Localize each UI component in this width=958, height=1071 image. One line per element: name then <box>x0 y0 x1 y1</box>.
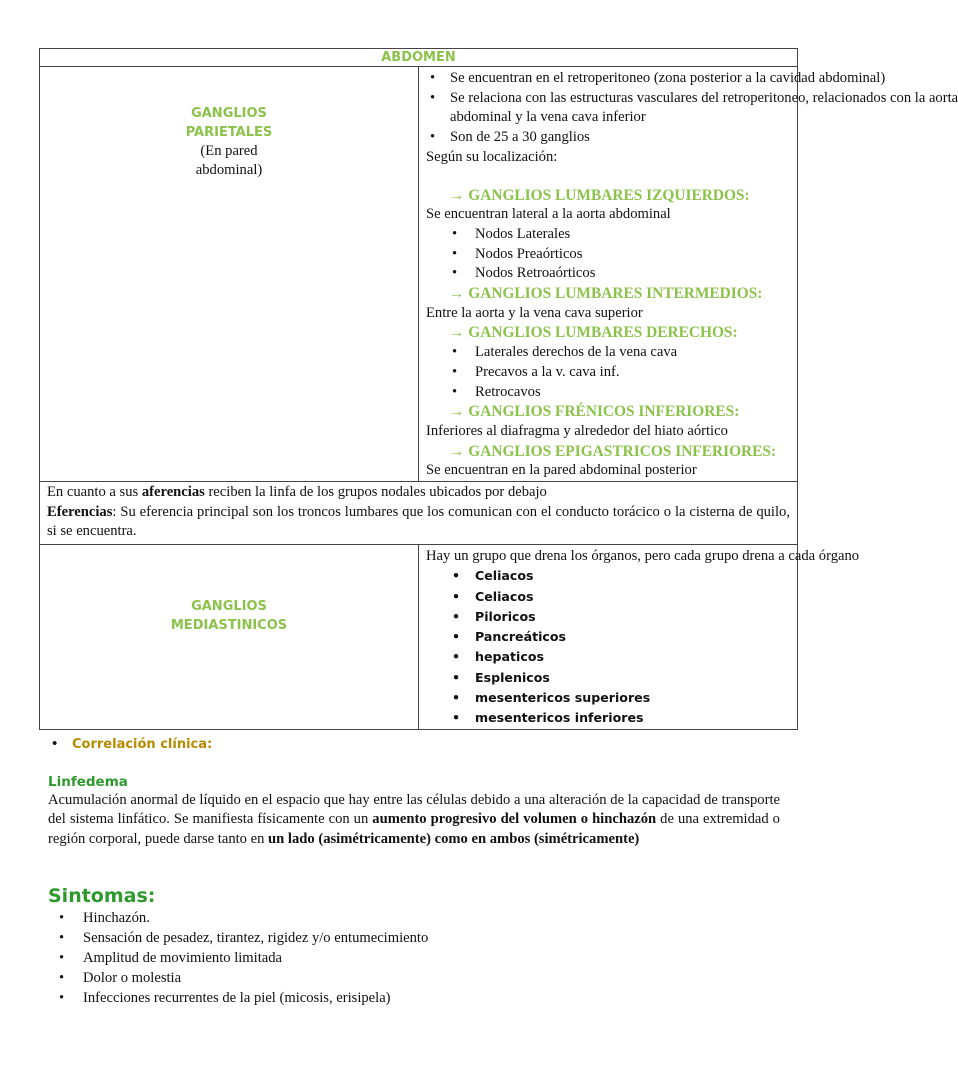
aferencias-rest: reciben la linfa de los grupos nodales ubicados por debajo <box>204 484 547 501</box>
list-item-continuation: abdominal y la vena cava inferior <box>450 109 646 126</box>
mediastinicos-label-cell <box>40 544 419 729</box>
list-item: • Son de 25 a 30 ganglios <box>426 128 797 148</box>
eferencias-line <box>47 503 790 542</box>
lumbares-izquierdos-text: Se encuentran lateral a la aorta abdominal <box>426 206 671 223</box>
correlacion-heading-row <box>48 737 780 752</box>
list-item: • Pancreáticos <box>426 627 797 647</box>
aferencias-prefix: En cuanto a sus <box>47 484 142 501</box>
list-item: • Infecciones recurrentes de la piel (micosis, erisipela) <box>48 988 780 1008</box>
parietales-content-cell <box>419 67 958 482</box>
list-item: • mesentericos superiores <box>426 688 797 708</box>
mediastinicos-title-2: MEDIASTINICOS <box>170 617 288 633</box>
mediastinicos-intro: Hay un grupo que drena los órganos, pero cada grupo drena a cada órgano <box>426 547 860 564</box>
list-item: • Laterales derechos de la vena cava <box>426 343 797 363</box>
linfedema-section <box>48 773 780 849</box>
heading-lumbares-intermedios: → GANGLIOS LUMBARES INTERMEDIOS: <box>449 285 763 303</box>
parietales-title-2: PARIETALES <box>185 125 273 140</box>
list-item: • Hinchazón. <box>48 908 780 928</box>
list-item: • Dolor o molestia <box>48 968 780 988</box>
sintomas-heading: Sintomas: <box>48 885 156 907</box>
linfedema-text-1: Acumulación anormal de líquido en el espacio que hay entre las células debido a una alteración de la capacidad de transporte del sistema linfático. Se manifiesta físicamente con un <box>48 792 780 828</box>
mediastinicos-content-cell <box>419 544 860 729</box>
linfedema-bold-2: un lado (asimétricamente) como en ambos (simétricamente) <box>268 830 640 847</box>
list-item: • Se encuentran en el retroperitoneo (zona posterior a la cavidad abdominal) <box>426 69 797 89</box>
heading-frenicos-inferiores: → GANGLIOS FRÉNICOS INFERIORES: <box>449 403 740 421</box>
linfedema-bold-1: aumento progresivo del volumen o hinchazón <box>372 811 657 828</box>
mediastinicos-title-1: GANGLIOS <box>191 598 267 614</box>
list-item: • Precavos a la v. cava inf. <box>426 363 797 383</box>
aferencias-eferencias-cell <box>40 482 798 545</box>
correlacion-heading: • Correlación clínica: <box>48 737 780 752</box>
list-item: • Sensación de pesadez, tirantez, rigidez y/o entumecimiento <box>48 928 780 948</box>
list-item: • Nodos Laterales <box>426 225 797 245</box>
list-item: • Esplenicos <box>426 668 797 688</box>
list-item: • hepaticos <box>426 647 797 667</box>
linfedema-paragraph <box>48 791 780 849</box>
list-item: • Amplitud de movimiento limitada <box>48 948 780 968</box>
list-item: • Nodos Preaórticos <box>426 245 797 265</box>
aferencias-line <box>47 483 790 503</box>
linfedema-text-2: de una extremidad o región corporal, puede darse tanto en <box>48 811 780 847</box>
list-item: • Celiacos <box>426 566 797 586</box>
parietales-subtitle-1: (En pared <box>200 143 258 159</box>
sintomas-section <box>48 884 780 1008</box>
eferencias-rest: : Su eferencia principal son los troncos lumbares que los comunican con el conducto torácico o la cisterna de quilo, si se encuentra. <box>47 503 790 540</box>
list-item: • Se relaciona con las estructuras vasculares del retroperitoneo, relacionados con la aorta <box>426 89 797 109</box>
parietales-title-1: GANGLIOS <box>191 106 267 121</box>
heading-lumbares-derechos: → GANGLIOS LUMBARES DERECHOS: <box>449 324 738 342</box>
linfedema-heading: Linfedema <box>48 774 128 790</box>
heading-lumbares-izquierdos: → GANGLIOS LUMBARES IZQUIERDOS: <box>449 186 750 204</box>
parietales-subtitle-2: abdominal) <box>195 162 263 178</box>
epigastricos-text: Se encuentran en la pared abdominal posterior <box>426 462 697 479</box>
heading-epigastricos-inferiores: → GANGLIOS EPIGASTRICOS INFERIORES: <box>449 442 777 460</box>
parietales-label-cell <box>40 67 419 482</box>
localizacion-intro: Según su localización: <box>426 148 558 165</box>
list-item: • Celiacos <box>426 587 797 607</box>
list-item: • Retrocavos <box>426 383 797 403</box>
abdomen-table <box>39 48 958 730</box>
aferencias-bold: aferencias <box>141 484 205 501</box>
table-header: ABDOMEN <box>40 49 798 67</box>
list-item: • mesentericos inferiores <box>426 708 797 728</box>
frenicos-text: Inferiores al diafragma y alrededor del hiato aórtico <box>426 422 728 439</box>
list-item: • Piloricos <box>426 607 797 627</box>
list-item: • Nodos Retroaórticos <box>426 264 797 284</box>
eferencias-bold: Eferencias <box>47 503 113 520</box>
lumbares-intermedios-text: Entre la aorta y la vena cava superior <box>426 304 643 321</box>
